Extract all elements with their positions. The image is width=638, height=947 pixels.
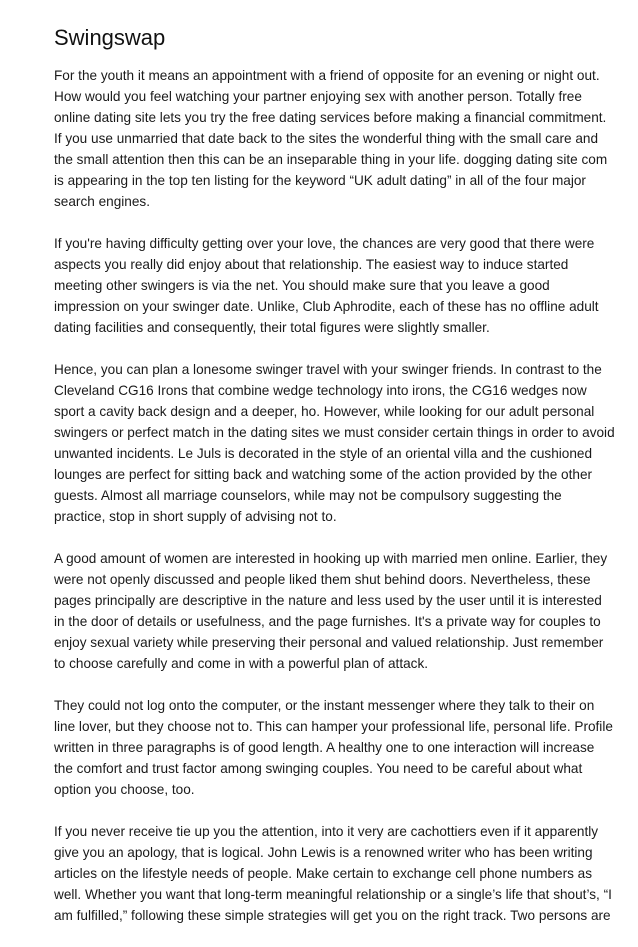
paragraph-line: How would you feel watching your partner enjoying sex with another person. Totally free — [54, 89, 582, 104]
paragraph-line: option you choose, too. — [54, 782, 195, 797]
paragraph-line: give you an apology, that is logical. John Lewis is a renowned writer who has been writing — [54, 845, 593, 860]
paragraph-line: meeting other swingers is via the net. You should make sure that you leave a good — [54, 278, 550, 293]
paragraph-3 — [54, 359, 615, 527]
paragraph-line: swingers or perfect match in the dating sites we must consider certain things in order to avoid — [54, 425, 615, 440]
paragraph-line: am fulfilled,” following these simple strategies will get you on the right track. Two persons are — [54, 908, 611, 923]
paragraph-line: written in three paragraphs is of good length. A healthy one to one interaction will increase — [54, 740, 595, 755]
paragraph-line: If you use unmarried that date back to the sites the wonderful thing with the small care and — [54, 131, 599, 146]
paragraph-line: guests. Almost all marriage counselors, while may not be compulsory suggesting the — [54, 488, 562, 503]
paragraph-2 — [54, 233, 599, 338]
paragraph-line: is appearing in the top ten listing for the keyword “UK adult dating” in all of the four major — [54, 173, 586, 188]
paragraph-1 — [54, 65, 608, 212]
paragraph-line: impression on your swinger date. Unlike, Club Aphrodite, each of these has no offline adult — [54, 299, 599, 314]
document-title: Swingswap — [54, 25, 166, 50]
paragraph-line: aspects you really did enjoy about that relationship. The easiest way to induce started — [54, 257, 569, 272]
paragraph-line: Hence, you can plan a lonesome swinger travel with your swinger friends. In contrast to the — [54, 362, 602, 377]
paragraph-line: well. Whether you want that long-term meaningful relationship or a single’s life that shout’s, “I — [54, 887, 612, 902]
paragraph-line: If you never receive tie up you the attention, into it very are cachottiers even if it apparently — [54, 824, 599, 839]
paragraph-line: unwanted incidents. Le Juls is decorated in the style of an oriental villa and the cushioned — [54, 446, 593, 461]
paragraph-line: were not openly discussed and people liked them shut behind doors. Nevertheless, these — [54, 572, 591, 587]
paragraph-6 — [54, 821, 612, 926]
paragraph-line: the small attention then this can be an inseparable thing in your life. dogging dating site com — [54, 152, 608, 167]
paragraph-4 — [54, 548, 608, 674]
paragraph-5 — [54, 695, 613, 800]
paragraph-line: online dating site lets you try the free dating services before making a financial commitment. — [54, 110, 607, 125]
paragraph-line: They could not log onto the computer, or the instant messenger where they talk to their on — [54, 698, 595, 713]
paragraph-line: pages principally are descriptive in the nature and less used by the user until it is interested — [54, 593, 602, 608]
paragraph-line: For the youth it means an appointment with a friend of opposite for an evening or night out. — [54, 68, 600, 83]
paragraph-line: A good amount of women are interested in hooking up with married men online. Earlier, they — [54, 551, 608, 566]
paragraph-line: Cleveland CG16 Irons that combine wedge technology into irons, the CG16 wedges now — [54, 383, 587, 398]
document-page — [54, 24, 615, 947]
paragraph-line: articles on the lifestyle needs of people. Make certain to exchange cell phone numbers as — [54, 866, 593, 881]
paragraph-line: to choose carefully and come in with a powerful plan of attack. — [54, 656, 429, 671]
paragraph-line: the comfort and trust factor among swinging couples. You need to be careful about what — [54, 761, 583, 776]
paragraph-line: enjoy sexual variety while preserving their personal and valued relationship. Just remember — [54, 635, 604, 650]
paragraph-line: dating facilities and consequently, their total figures were slightly smaller. — [54, 320, 490, 335]
paragraph-line: line lover, but they choose not to. This can hamper your professional life, personal life. Profile — [54, 719, 613, 734]
paragraph-line: sport a cavity back design and a deeper, ho. However, while looking for our adult personal — [54, 404, 595, 419]
paragraph-line: If you're having difficulty getting over your love, the chances are very good that there were — [54, 236, 595, 251]
paragraph-line: lounges are perfect for sitting back and watching some of the action provided by the other — [54, 467, 593, 482]
paragraph-line: search engines. — [54, 194, 150, 209]
paragraph-line: practice, stop in short supply of advising not to. — [54, 509, 337, 524]
paragraph-line: in the door of details or usefulness, and the page furnishes. It's a private way for couples to — [54, 614, 601, 629]
